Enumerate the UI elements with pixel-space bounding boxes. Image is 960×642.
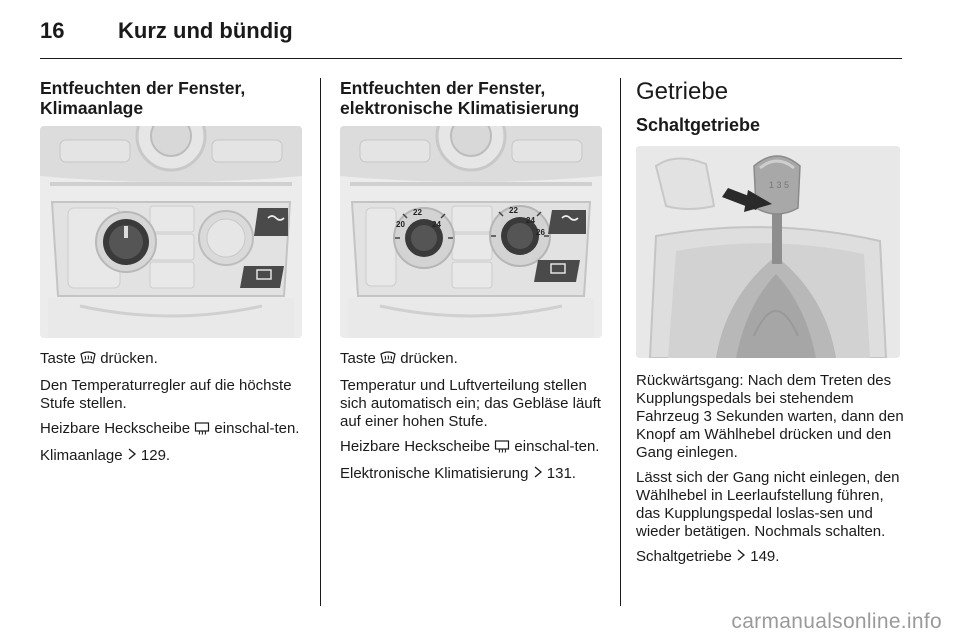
col2-para-automatic: Temperatur und Luftverteilung stellen sich automatisch ein; das Gebläse läuft auf einer hohen Stufe. <box>340 377 601 430</box>
gear-lever-figure <box>636 146 900 358</box>
column-climate-control <box>40 78 306 472</box>
page-title: Kurz und bündig <box>118 18 293 43</box>
dial-left-label-top: 22 <box>413 208 422 217</box>
col2-para-rear-window: Heizbare Heckscheibe einschal-ten. <box>340 438 606 458</box>
col1-para-press-button: Taste drücken. <box>40 350 306 370</box>
dial-right-label-top: 22 <box>509 206 518 215</box>
section-heading-electronic-climate <box>340 78 606 118</box>
col3-para-reverse-gear: Rückwärtsgang: Nach dem Treten des Kupplungspedals bei stehendem Fahrzeug 3 Sekunden warten, dann den Knopf am Wählhebel drücken und den Gang einlegen. <box>636 372 904 461</box>
page-reference-arrow-icon <box>127 447 137 465</box>
header-divider <box>40 58 902 59</box>
section-title-transmission: Getriebe <box>636 78 729 105</box>
windshield-defrost-icon <box>380 351 396 370</box>
watermark: carmanualsonline.info <box>731 610 942 633</box>
dial-left-label-right: 24 <box>432 220 441 229</box>
page-reference-arrow-icon <box>533 465 543 483</box>
windshield-defrost-icon <box>80 351 96 370</box>
section-heading-climate <box>40 78 306 118</box>
page-reference-arrow-icon <box>736 548 746 566</box>
column-divider-1 <box>320 78 321 606</box>
column-divider-2 <box>620 78 621 606</box>
page-number: 16 <box>40 18 65 43</box>
col1-para-reference[interactable]: Klimaanlage 129. <box>40 447 171 464</box>
column-transmission <box>636 78 904 573</box>
col2-para-press-button: Taste drücken. <box>340 350 606 370</box>
subsection-title-manual: Schaltgetriebe <box>636 115 761 135</box>
rear-window-heating-icon <box>194 421 210 440</box>
col1-para-temperature: Den Temperaturregler auf die höchste Stufe stellen. <box>40 377 292 412</box>
dial-right-label-right: 24 <box>526 216 535 225</box>
heading-line-1: Entfeuchten der Fenster, <box>340 78 546 98</box>
svg-text:1 3 5: 1 3 5 <box>769 180 790 190</box>
col3-para-reference[interactable]: Schaltgetriebe 149. <box>636 548 780 565</box>
col2-para-reference[interactable]: Elektronische Klimatisierung 131. <box>340 465 576 482</box>
rear-window-heating-icon <box>494 439 510 458</box>
heading-line-1: Entfeuchten der Fenster, <box>40 78 246 98</box>
col1-para-rear-window: Heizbare Heckscheibe einschal-ten. <box>40 420 306 440</box>
column-electronic-climate <box>340 78 606 490</box>
heading-line-2: elektronische Klimatisierung <box>340 98 580 118</box>
dial-left-label-left: 20 <box>396 220 405 229</box>
col3-para-neutral: Lässt sich der Gang nicht einlegen, den Wählhebel in Leerlaufstellung führen, das Kupplungspedal loslas-sen und wieder betätigen. Nochmals schalten. <box>636 469 900 540</box>
climate-control-panel-figure <box>40 126 302 338</box>
heading-line-2: Klimaanlage <box>40 98 144 118</box>
electronic-climate-panel-figure <box>340 126 602 338</box>
dial-right-label-far: 26 <box>536 228 545 237</box>
